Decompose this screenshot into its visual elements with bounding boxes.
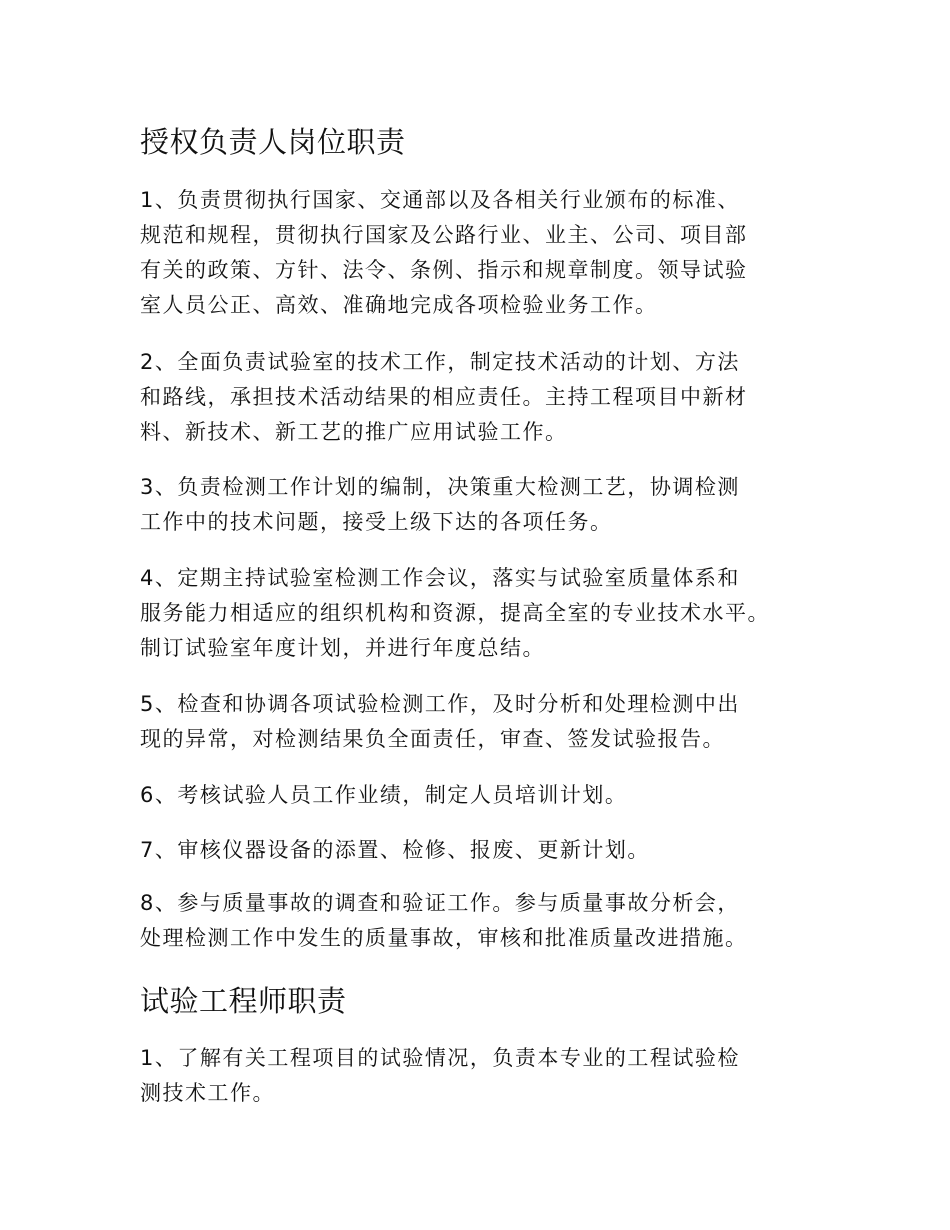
paragraph-line: 3、负责检测工作计划的编制，决策重大检测工艺，协调检测: [140, 475, 740, 499]
paragraph-line: 制订试验室年度计划，并进行年度总结。: [140, 636, 545, 660]
paragraph-line: 和路线，承担技术活动结果的相应责任。主持工程项目中新材: [140, 385, 748, 409]
paragraph-5: [140, 687, 740, 757]
paragraph-line: 4、定期主持试验室检测工作会议，落实与试验室质量体系和: [140, 566, 740, 590]
paragraph-3: [140, 470, 740, 540]
paragraph-line: 5、检查和协调各项试验检测工作，及时分析和处理检测中出: [140, 692, 740, 716]
paragraph-line: 现的异常，对检测结果负全面责任，审查、签发试验报告。: [140, 727, 725, 751]
section-title: 授权负责人岗位职责: [140, 125, 406, 159]
paragraph-line: 7、审核仪器设备的添置、检修、报废、更新计划。: [140, 838, 650, 862]
paragraph-9: [140, 1041, 740, 1111]
paragraph-line: 工作中的技术问题，接受上级下达的各项任务。: [140, 510, 613, 534]
paragraph-line: 6、考核试验人员工作业绩，制定人员培训计划。: [140, 783, 628, 807]
paragraph-1: [140, 183, 748, 323]
section-title: 试验工程师职责: [140, 984, 347, 1018]
paragraph-6: [140, 778, 627, 813]
paragraph-line: 8、参与质量事故的调查和验证工作。参与质量事故分析会，: [140, 891, 740, 915]
paragraph-8: [140, 886, 748, 956]
paragraph-line: 1、负责贯彻执行国家、交通部以及各相关行业颁布的标准、: [140, 188, 740, 212]
paragraph-line: 服务能力相适应的组织机构和资源，提高全室的专业技术水平。: [140, 601, 770, 625]
paragraph-line: 2、全面负责试验室的技术工作，制定技术活动的计划、方法: [140, 350, 740, 374]
paragraph-line: 室人员公正、高效、准确地完成各项检验业务工作。: [140, 293, 658, 317]
paragraph-line: 有关的政策、方针、法令、条例、指示和规章制度。领导试验: [140, 258, 748, 282]
paragraph-line: 料、新技术、新工艺的推广应用试验工作。: [140, 420, 568, 444]
paragraph-7: [140, 833, 650, 868]
paragraph-line: 规范和规程，贯彻执行国家及公路行业、业主、公司、项目部: [140, 223, 748, 247]
paragraph-2: [140, 345, 748, 450]
paragraph-line: 处理检测工作中发生的质量事故，审核和批准质量改进措施。: [140, 926, 748, 950]
paragraph-line: 1、了解有关工程项目的试验情况，负责本专业的工程试验检: [140, 1046, 740, 1070]
paragraph-line: 测技术工作。: [140, 1081, 275, 1105]
paragraph-4: [140, 561, 770, 666]
